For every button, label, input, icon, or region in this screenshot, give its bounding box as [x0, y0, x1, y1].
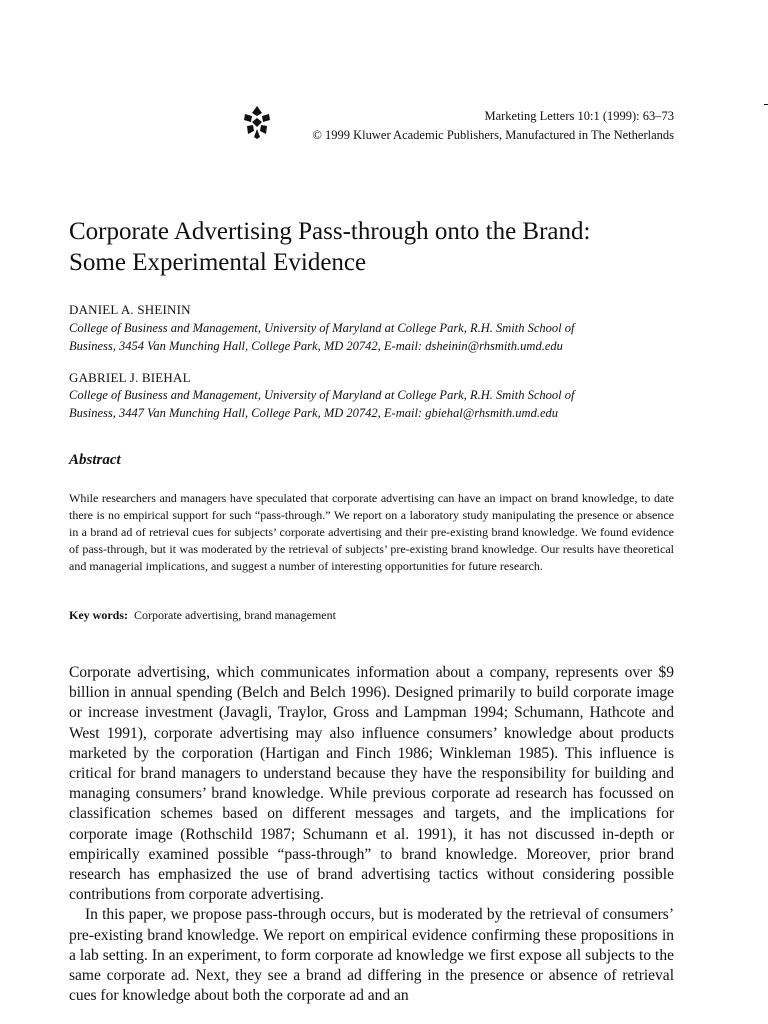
margin-mark: [764, 104, 768, 105]
affiliation-line: Business, 3447 Van Munching Hall, College Park, MD 20742, E-mail: gbiehal@rhsmith.umd.edu: [69, 406, 559, 420]
publisher-logo-icon: [241, 104, 273, 140]
affiliation-line: College of Business and Management, University of Maryland at College Park, R.H. Smith School of: [69, 321, 575, 335]
author-affiliation: [69, 319, 689, 355]
affiliation-line: Business, 3454 Van Munching Hall, College Park, MD 20742, E-mail: dsheinin@rhsmith.umd.edu: [69, 339, 563, 353]
author-name: DANIEL A. SHEININ: [69, 302, 191, 317]
author-name: GABRIEL J. BIEHAL: [69, 370, 191, 385]
paper-title: [69, 216, 709, 278]
affiliation-line: College of Business and Management, University of Maryland at College Park, R.H. Smith School of: [69, 388, 575, 402]
body-text: [69, 663, 674, 1006]
keywords: [69, 608, 336, 623]
body-paragraph: Corporate advertising, which communicates information about a company, represents over $9 billion in annual spending (Belch and Belch 1996). Designed primarily to build corporate image or increase investment (Javagli, Traylor, Gross and Lampman 1994; Schumann, Hathcote and West 1991), corporate advertising may also influence consumers’ knowledge about products marketed by the corporation (Hartigan and Finch 1986; Winkleman 1985). This influence is critical for brand managers to understand because they have the responsibility for building and managing consumers’ brand knowledge. While previous corporate ad research has focussed on classification schemes based on different messages and targets, and the implications for corporate image (Rothschild 1987; Schumann et al. 1991), it has not discussed in-depth or empirically examined possible “pass-through” to brand knowledge. Moreover, prior brand research has emphasized the use of brand advertising tactics without considering possible contributions from corporate advertising.: [69, 664, 674, 904]
abstract-heading: Abstract: [69, 452, 121, 468]
author-affiliation: [69, 386, 689, 422]
journal-header: [312, 107, 674, 145]
title-line-1: Corporate Advertising Pass-through onto the Brand:: [69, 218, 591, 245]
abstract-text: While researchers and managers have speculated that corporate advertising can have an impact on brand knowledge, to date there is no empirical support for such “pass-through.” We report on a laboratory study manipulating the presence or absence in a brand ad of retrieval cues for subjects’ corporate advertising and their pre-existing brand knowledge. We found evidence of pass-through, but it was moderated by the retrieval of subjects’ pre-existing brand knowledge. Our results have theoretical and managerial implications, and suggest a number of interesting opportunities for future research.: [69, 491, 674, 573]
title-line-2: Some Experimental Evidence: [69, 249, 367, 276]
journal-citation: Marketing Letters 10:1 (1999): 63–73: [484, 109, 674, 123]
body-paragraph: In this paper, we propose pass-through occurs, but is moderated by the retrieval of consumers’ pre-existing brand knowledge. We report on empirical evidence confirming these propositions in a lab setting. In an experiment, to form corporate ad knowledge we first expose all subjects to the same corporate ad. Next, they see a brand ad differing in the presence or absence of retrieval cues for knowledge about both the corporate ad and an: [69, 906, 674, 1005]
copyright-line: © 1999 Kluwer Academic Publishers, Manufactured in The Netherlands: [312, 128, 674, 142]
keywords-label: Key words:: [69, 608, 128, 622]
keywords-value: Corporate advertising, brand management: [134, 608, 336, 622]
